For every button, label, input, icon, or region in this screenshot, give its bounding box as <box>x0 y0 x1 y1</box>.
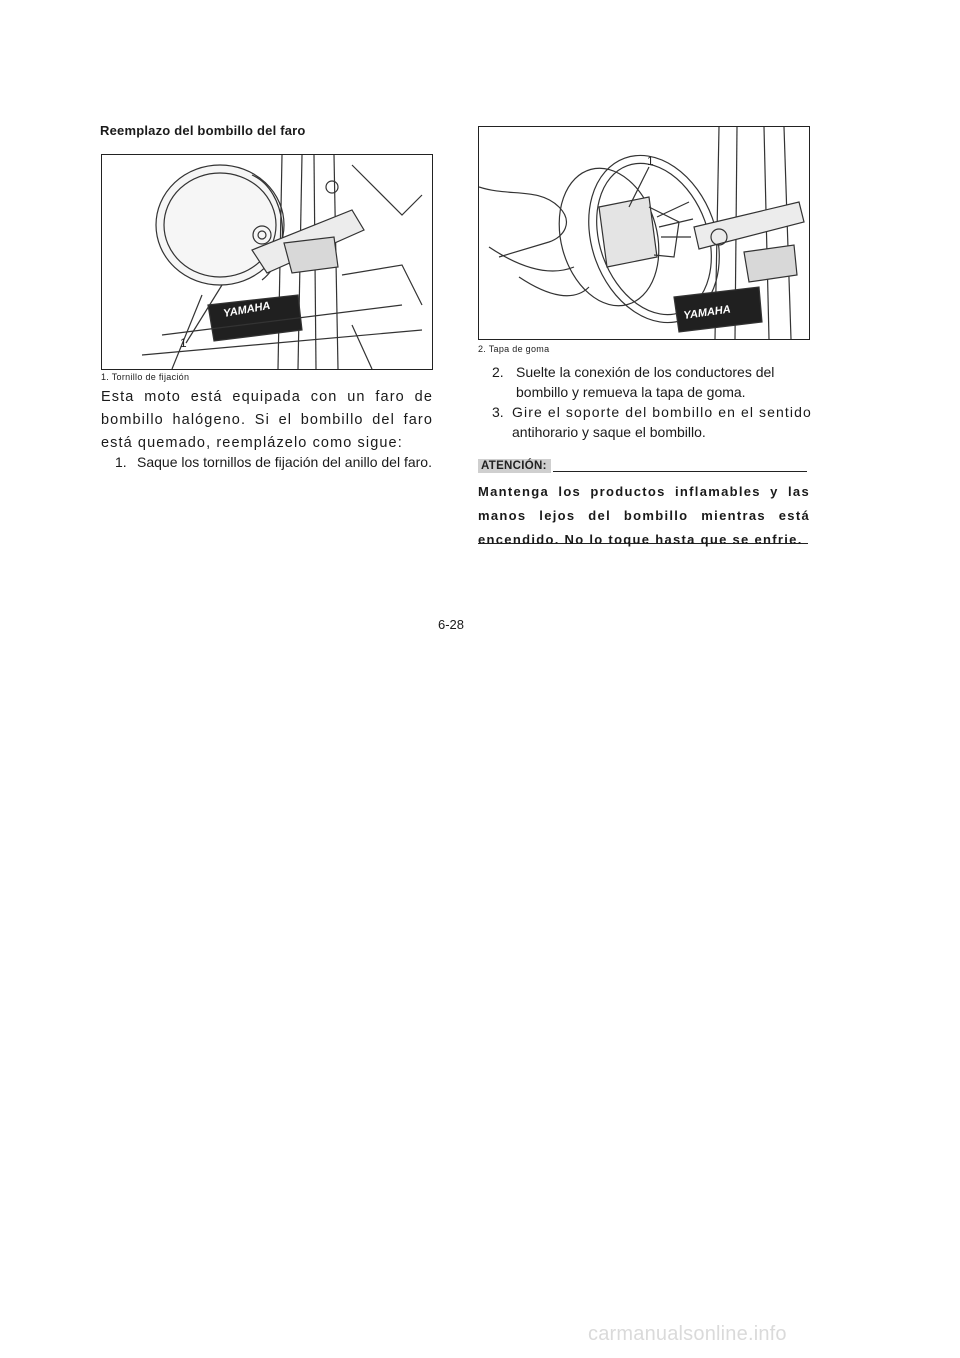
headlight-illustration <box>102 155 432 369</box>
step-2 <box>492 362 822 404</box>
yamaha-logo: YAMAHA <box>222 299 272 320</box>
warning-top-rule <box>553 471 807 472</box>
figure2-caption: 2. Tapa de goma <box>478 344 550 354</box>
step-number: 3. <box>492 404 504 420</box>
step-text-line: Gire el soporte del bombillo en el sentido <box>512 404 812 420</box>
step-number: 2. <box>492 364 504 380</box>
watermark: carmanualsonline.info <box>588 1323 787 1345</box>
step-text: Suelte la conexión de los conductores del bombillo y remueva la tapa de goma. <box>516 364 775 400</box>
figure-headlight-mounting <box>101 154 433 370</box>
step-3 <box>492 402 822 446</box>
step-text <box>512 402 812 442</box>
callout-1: 1 <box>180 336 187 350</box>
step-1 <box>115 452 445 474</box>
page-number: 6-28 <box>438 617 465 632</box>
warning-bottom-rule <box>478 543 808 544</box>
step-text-line: antihorario y saque el bombillo. <box>512 424 706 440</box>
yamaha-logo: YAMAHA <box>682 303 732 322</box>
bulb-removal-illustration <box>479 127 809 339</box>
warning-label: ATENCIÓN: <box>478 459 551 473</box>
callout-1: 1 <box>647 154 654 168</box>
intro-paragraph: Esta moto está equipada con un faro de bombillo halógeno. Si el bombillo del faro está quemado, reemplázelo como sigue: <box>101 389 433 451</box>
section-title: Reemplazo del bombillo del faro <box>100 123 306 138</box>
step-number: 1. <box>115 454 127 470</box>
warning-text: Mantenga los productos inflamables y las manos lejos del bombillo mientras está encendido. No lo toque hasta que se enfrie. <box>478 484 810 547</box>
figure-bulb-removal <box>478 126 810 340</box>
figure1-caption: 1. Tornillo de fijación <box>101 372 190 382</box>
step-text: Saque los tornillos de fijación del anillo del faro. <box>137 454 432 470</box>
